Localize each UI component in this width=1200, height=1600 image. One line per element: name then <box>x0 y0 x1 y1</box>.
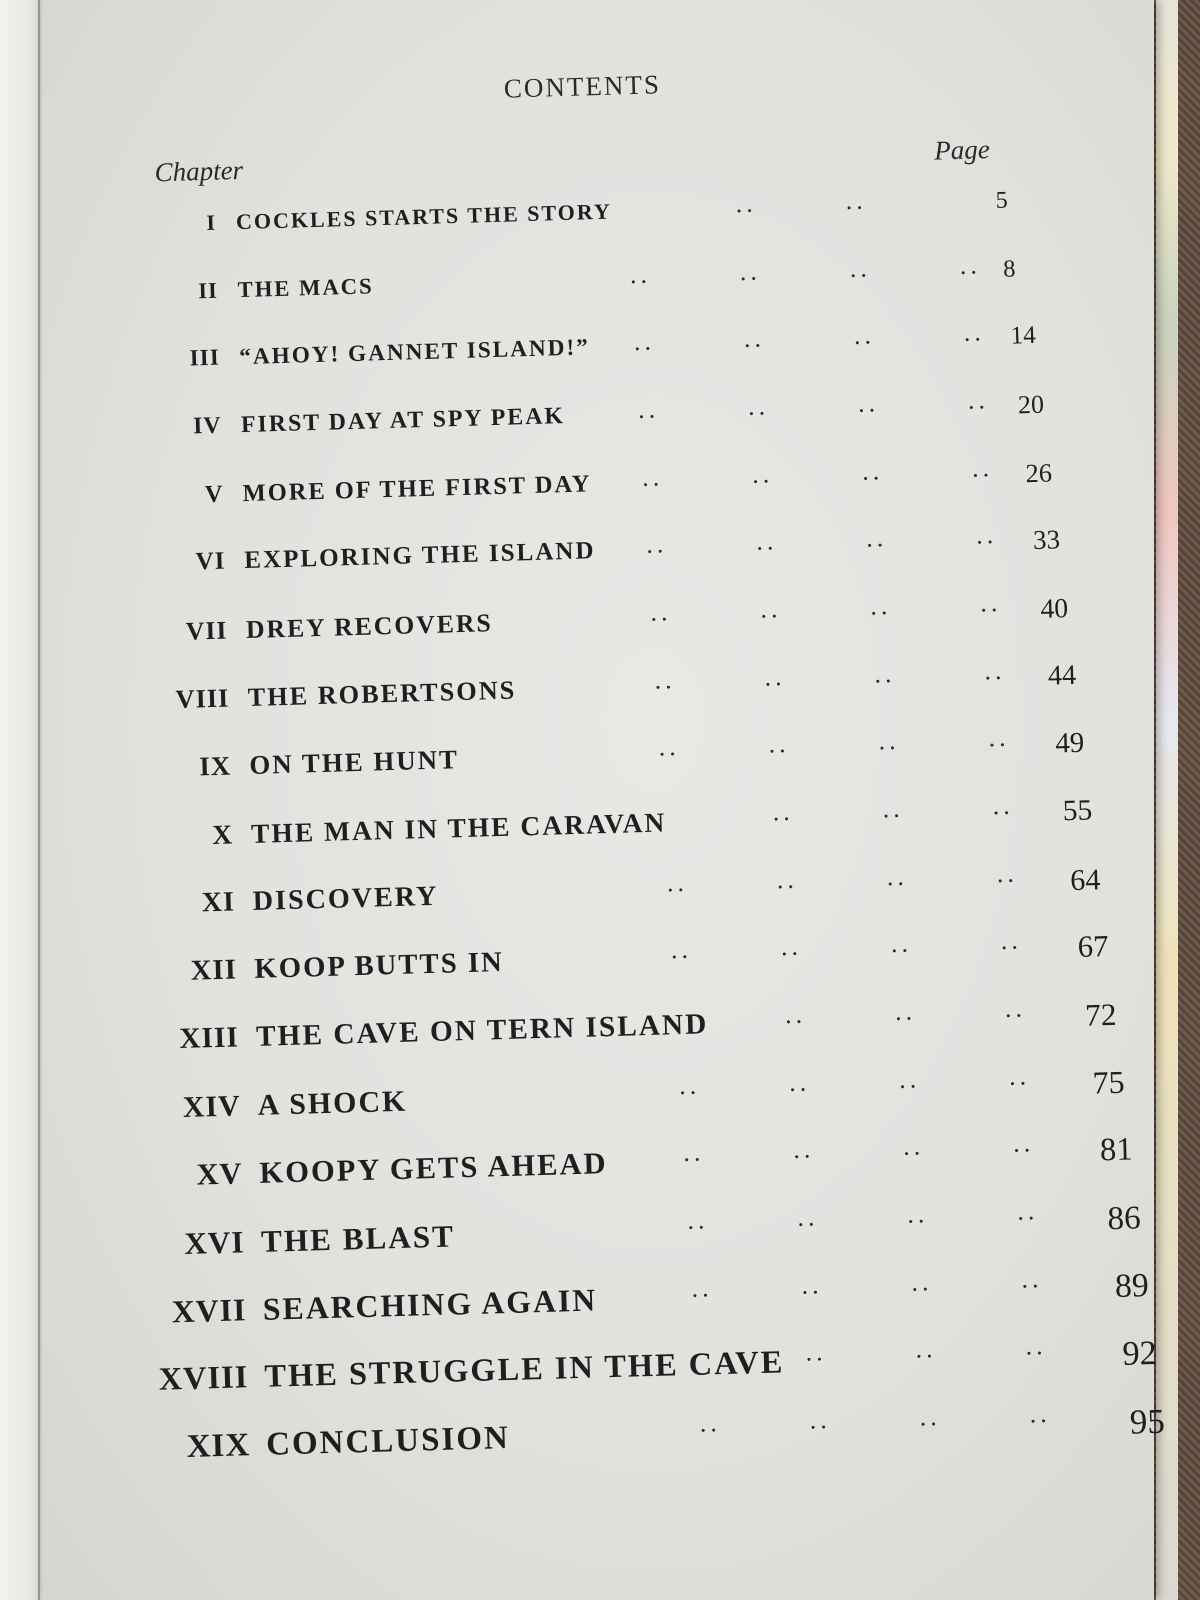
chapter-number: XVIII <box>158 1359 249 1399</box>
chapter-title: THE MACS <box>237 272 374 302</box>
leader-dots: .. <box>780 931 803 962</box>
page-number: 8 <box>1002 255 1016 283</box>
leader-dots: .. <box>886 861 909 891</box>
leader-dots: .. <box>670 935 693 965</box>
dot-leaders <box>136 178 1136 236</box>
leader-dots: .. <box>796 1202 819 1232</box>
chapter-number: XVII <box>171 1291 247 1330</box>
chapter-number: I <box>206 209 217 235</box>
chapter-title: THE ROBERTSONS <box>247 675 517 712</box>
leader-dots: .. <box>1008 1060 1031 1091</box>
chapter-title: KOOP BUTTS IN <box>253 946 505 986</box>
chapter-title: SEARCHING AGAIN <box>262 1282 598 1327</box>
leader-dots: .. <box>874 658 896 689</box>
leader-dots: .. <box>971 452 994 483</box>
leader-dots: .. <box>979 587 1002 618</box>
chapter-title: THE STRUGGLE IN THE CAVE <box>263 1344 785 1396</box>
chapter-title: FIRST DAY AT SPY PEAK <box>240 403 566 439</box>
leader-dots: .. <box>629 259 652 289</box>
leader-dots: .. <box>983 655 1006 686</box>
leader-dots: .. <box>801 1269 823 1300</box>
leader-dots: .. <box>776 864 799 894</box>
leader-dots: .. <box>751 458 774 489</box>
leader-dots: .. <box>906 1199 929 1229</box>
leader-dots: .. <box>1029 1398 1051 1429</box>
leader-dots: .. <box>1000 925 1023 956</box>
page-number: 86 <box>1106 1199 1142 1238</box>
leader-dots: .. <box>890 928 913 959</box>
leader-dots: .. <box>882 793 905 824</box>
leader-dots: .. <box>1016 1196 1039 1226</box>
leader-dots: .. <box>743 323 766 354</box>
chapter-number: XII <box>190 953 238 988</box>
leader-dots: .. <box>967 385 990 415</box>
chapter-number: XIV <box>182 1089 242 1124</box>
chapter-title: THE MAN IN THE CARAVAN <box>250 806 667 849</box>
leader-dots: .. <box>747 391 770 421</box>
leader-dots: .. <box>678 1070 701 1100</box>
leader-dots: .. <box>1025 1331 1047 1361</box>
leader-dots: .. <box>755 526 778 557</box>
leader-dots: .. <box>861 455 884 486</box>
chapter-number: XIX <box>186 1427 251 1465</box>
page-number: 92 <box>1121 1334 1158 1374</box>
leader-dots: .. <box>1020 1263 1043 1294</box>
chapter-title: A SHOCK <box>257 1084 408 1122</box>
chapter-number: VI <box>195 547 226 576</box>
leader-dots: .. <box>992 790 1014 821</box>
page-number: 40 <box>1040 592 1069 624</box>
chapter-title: ON THE HUNT <box>248 744 460 781</box>
leader-dots: .. <box>691 1272 713 1303</box>
leader-dots: .. <box>764 661 786 692</box>
page-number: 95 <box>1129 1401 1166 1442</box>
chapter-number: IV <box>192 412 223 440</box>
chapter-number: XI <box>201 886 236 919</box>
chapter-number: IX <box>198 750 232 782</box>
chapter-number: VII <box>185 615 228 646</box>
leader-dots: .. <box>911 1266 933 1297</box>
leader-dots: .. <box>1004 993 1027 1023</box>
page-number: 33 <box>1032 524 1061 556</box>
leader-dots: .. <box>699 1408 722 1438</box>
binding-line <box>38 0 40 1600</box>
leader-dots: .. <box>772 796 795 827</box>
leader-dots: .. <box>988 723 1010 753</box>
leader-dots: .. <box>898 1064 921 1094</box>
page-number: 81 <box>1099 1131 1134 1169</box>
page-number: 20 <box>1017 389 1045 420</box>
chapter-title: “AHOY! GANNET ISLAND!” <box>238 334 591 371</box>
chapter-title: THE BLAST <box>260 1218 456 1259</box>
leader-dots: .. <box>788 1067 811 1097</box>
chapter-number: XIII <box>178 1021 240 1056</box>
leader-dots: .. <box>759 594 782 624</box>
chapter-number: III <box>189 344 221 372</box>
page-number: 26 <box>1025 457 1053 488</box>
chapter-column-header: Chapter <box>154 154 244 188</box>
chapter-title: MORE OF THE FIRST DAY <box>242 469 592 507</box>
leader-dots: .. <box>959 250 982 280</box>
leader-dots: .. <box>996 858 1019 888</box>
leader-dots: .. <box>735 188 758 219</box>
page-number: 5 <box>995 187 1009 214</box>
leader-dots: .. <box>654 664 676 695</box>
chapter-title: DREY RECOVERS <box>245 608 494 645</box>
chapter-number: V <box>204 480 224 508</box>
chapter-number: XV <box>195 1156 244 1192</box>
page-number: 55 <box>1062 794 1093 828</box>
chapter-number: XVI <box>183 1224 245 1261</box>
leader-dots: .. <box>686 1205 709 1235</box>
page-number: 49 <box>1054 727 1085 760</box>
table-of-contents <box>132 52 1173 1559</box>
chapter-title: COCKLES STARTS THE STORY <box>235 198 613 235</box>
chapter-title: CONCLUSION <box>265 1419 511 1463</box>
page-number: 72 <box>1084 996 1117 1033</box>
page-number: 89 <box>1114 1266 1150 1305</box>
leader-dots: .. <box>915 1334 937 1364</box>
leader-dots: .. <box>878 726 900 756</box>
chapter-title: THE CAVE ON TERN ISLAND <box>255 1008 709 1053</box>
leader-dots: .. <box>649 597 672 627</box>
book-page <box>42 0 1166 1600</box>
leader-dots: .. <box>845 185 868 216</box>
leader-dots: .. <box>645 529 668 560</box>
leader-dots: .. <box>805 1337 827 1368</box>
leader-dots: .. <box>641 461 664 492</box>
chapter-number: II <box>197 277 219 303</box>
page-number: 44 <box>1047 659 1077 692</box>
leader-dots: .. <box>739 256 762 286</box>
leader-dots: .. <box>809 1405 832 1435</box>
leader-dots: .. <box>902 1131 925 1162</box>
leader-dots: .. <box>666 867 689 898</box>
chapter-title: EXPLORING THE ISLAND <box>243 537 596 575</box>
page-column-header: Page <box>933 134 991 166</box>
leader-dots: .. <box>853 320 876 351</box>
page-number: 67 <box>1077 929 1109 965</box>
leader-dots: .. <box>682 1137 705 1168</box>
leader-dots: .. <box>919 1401 942 1432</box>
leader-dots: .. <box>865 523 888 554</box>
leader-dots: .. <box>894 996 917 1027</box>
chapter-number: VIII <box>175 683 230 714</box>
page-number: 14 <box>1010 322 1037 350</box>
page-number: 64 <box>1069 861 1101 897</box>
leader-dots: .. <box>637 394 660 424</box>
page-number: 75 <box>1092 1064 1126 1101</box>
leader-dots: .. <box>768 729 790 759</box>
leader-dots: .. <box>784 999 807 1030</box>
leader-dots: .. <box>1012 1128 1035 1159</box>
chapter-title: DISCOVERY <box>252 880 439 917</box>
chapter-number: X <box>211 818 234 851</box>
leader-dots: .. <box>857 388 880 418</box>
chapter-title: KOOPY GETS AHEAD <box>258 1146 609 1191</box>
toc-entry <box>170 1398 1171 1480</box>
leader-dots: .. <box>869 591 892 621</box>
leader-dots: .. <box>633 326 656 357</box>
leader-dots: .. <box>963 317 986 348</box>
leader-dots: .. <box>849 253 872 283</box>
leader-dots: .. <box>658 732 681 762</box>
leader-dots: .. <box>792 1134 815 1165</box>
leader-dots: .. <box>975 520 998 550</box>
page-title: CONTENTS <box>503 69 662 104</box>
